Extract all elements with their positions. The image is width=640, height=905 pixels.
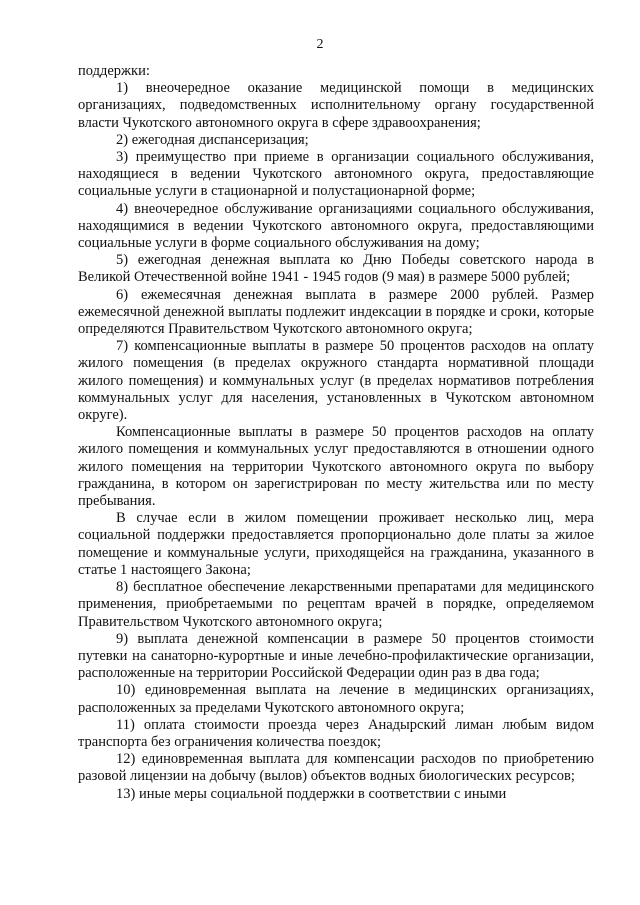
paragraph-item-8: 8) бесплатное обеспечение лекарственными препаратами для медицинского применения, приобретаемыми по рецептам врачей в порядке, определяемом Правительством Чукотского автономного округа; bbox=[78, 579, 594, 630]
paragraph-item-7: 7) компенсационные выплаты в размере 50 процентов расходов на оплату жилого помещения (в пределах окружного стандарта нормативной площади жилого помещения) и коммунальных услуг (в пределах нормативов потребления коммунальных услуг для населения, установленных в Чукотском автономном округе). bbox=[78, 338, 594, 424]
paragraph-compensation-terms: Компенсационные выплаты в размере 50 процентов расходов на оплату жилого помещения и коммунальных услуг предоставляются в отношении одного жилого помещения на территории Чукотского автономного округа по выбору гражданина, в котором он зарегистрирован по месту жительства или по месту пребывания. bbox=[78, 424, 594, 510]
paragraph-item-9: 9) выплата денежной компенсации в размере 50 процентов стоимости путевки на санаторно-курортные и иные лечебно-профилактические организации, расположенные на территории Российской Федерации один раз в два года; bbox=[78, 630, 594, 682]
paragraph-item-10: 10) единовременная выплата на лечение в медицинских организациях, расположенных за пределами Чукотского автономного округа; bbox=[78, 682, 594, 716]
paragraph-continuation: поддержки: bbox=[78, 63, 150, 79]
paragraph-item-1: 1) внеочередное оказание медицинской помощи в медицинских организациях, подведомственных исполнительному органу государственной власти Чукотского автономного округа в сфере здравоохранения; bbox=[78, 80, 594, 131]
paragraph-item-12: 12) единовременная выплата для компенсации расходов по приобретению разовой лицензии на добычу (вылов) объектов водных биологических ресурсов; bbox=[78, 751, 594, 785]
paragraph-item-11: 11) оплата стоимости проезда через Анадырский лиман любым видом транспорта без ограничения количества поездок; bbox=[78, 716, 594, 750]
paragraph-item-6: 6) ежемесячная денежная выплата в размере 2000 рублей. Размер ежемесячной денежной выплаты подлежит индексации в порядке и сроки, которые определяются Правительством Чукотского автономного округа; bbox=[78, 286, 594, 338]
paragraph-item-4: 4) внеочередное обслуживание организациями социального обслуживания, находящимися в ведении Чукотского автономного округа, предоставляющими социальные услуги в форме социального обслуживания на дому; bbox=[78, 200, 594, 252]
document-body bbox=[78, 63, 594, 803]
paragraph-shared-residence: В случае если в жилом помещении проживает несколько лиц, мера социальной поддержки предоставляется пропорционально доле платы за жилое помещение и коммунальные услуги, приходящейся на гражданина, указанного в статье 1 настоящего Закона; bbox=[78, 510, 594, 578]
paragraph-item-13: 13) иные меры социальной поддержки в соответствии с иными bbox=[116, 785, 507, 802]
paragraph-item-2: 2) ежегодная диспансеризация; bbox=[116, 131, 309, 148]
paragraph-item-5: 5) ежегодная денежная выплата ко Дню Победы советского народа в Великой Отечественной войне 1941 - 1945 годов (9 мая) в размере 5000 рублей; bbox=[78, 252, 594, 286]
page-number: 2 bbox=[316, 37, 324, 52]
paragraph-item-3: 3) преимущество при приеме в организации социального обслуживания, находящиеся в ведении Чукотского автономного округа, предоставляющие социальные услуги в стационарной и полустационарной форме; bbox=[78, 149, 594, 200]
